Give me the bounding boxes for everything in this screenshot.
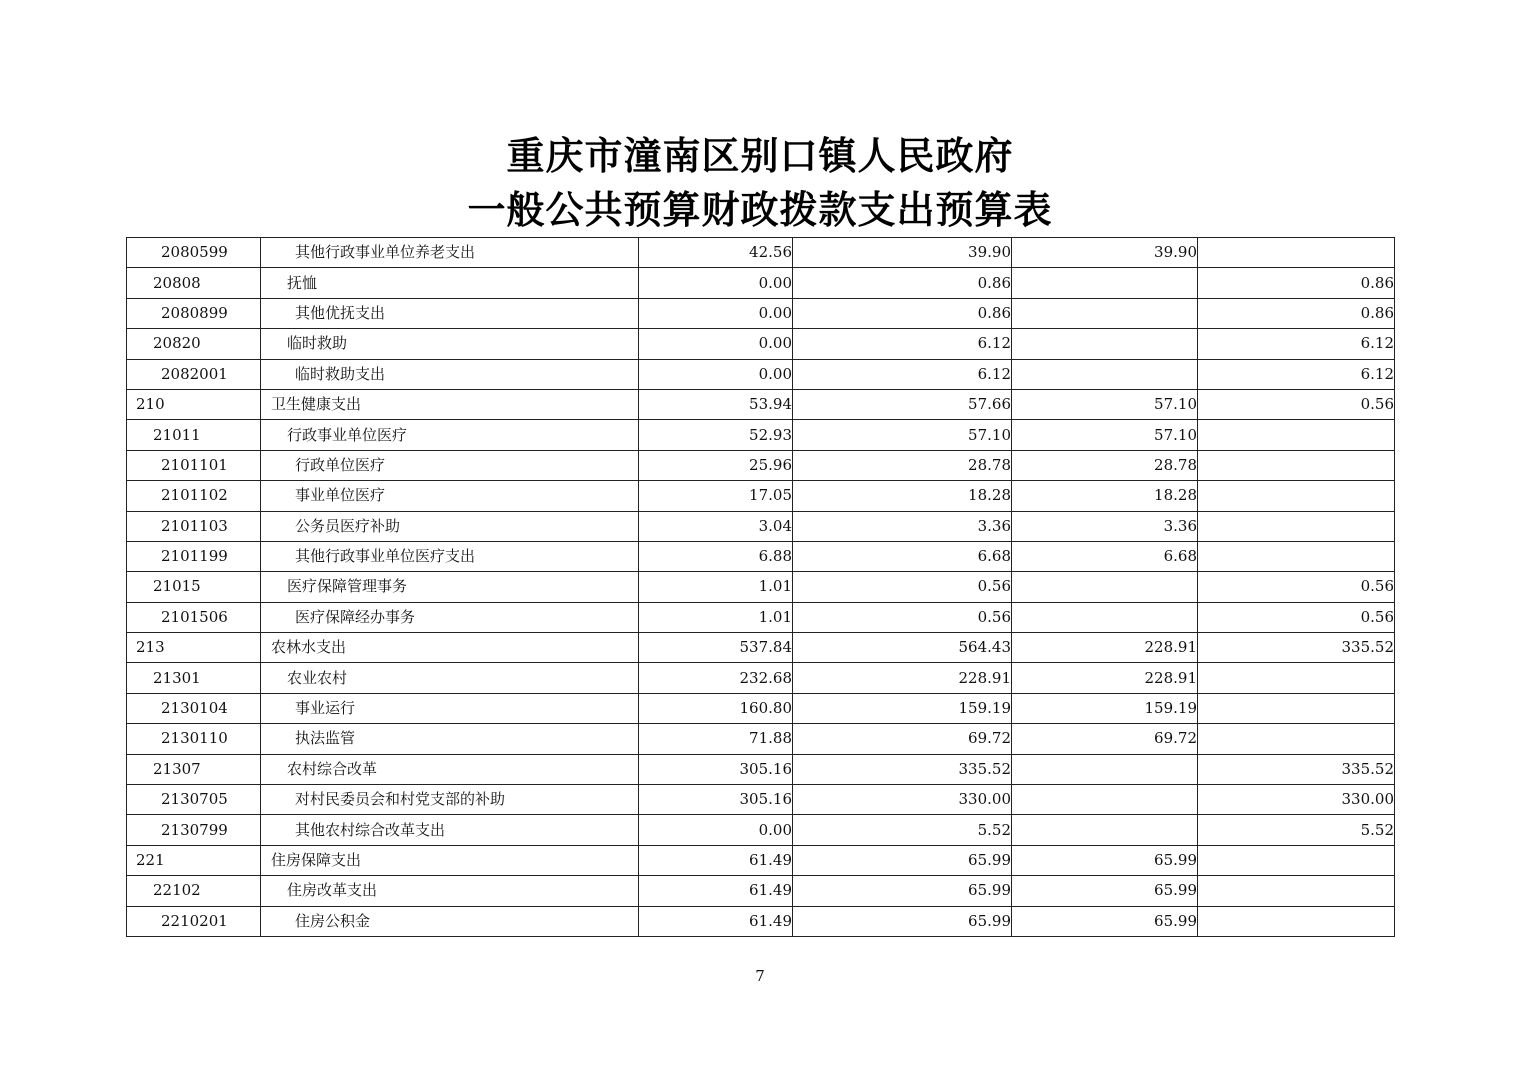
prior-year-amount-cell: 0.00 xyxy=(639,359,793,389)
basic-expenditure-cell xyxy=(1012,754,1198,784)
subject-name-cell: 住房公积金 xyxy=(261,906,639,936)
subject-code-cell: 2080599 xyxy=(127,238,261,268)
project-expenditure-cell xyxy=(1198,420,1395,450)
table-row xyxy=(127,876,1395,906)
table-row xyxy=(127,541,1395,571)
table-row xyxy=(127,785,1395,815)
subject-name-cell: 医疗保障管理事务 xyxy=(261,572,639,602)
subject-code-cell: 210 xyxy=(127,389,261,419)
subject-name-cell: 公务员医疗补助 xyxy=(261,511,639,541)
document-title-line-1: 重庆市潼南区别口镇人民政府 xyxy=(506,133,1014,178)
subject-code-cell: 21301 xyxy=(127,663,261,693)
basic-expenditure-cell xyxy=(1012,572,1198,602)
subject-name-cell: 农村综合改革 xyxy=(261,754,639,784)
subject-code-cell: 2130104 xyxy=(127,693,261,723)
project-expenditure-cell: 330.00 xyxy=(1198,785,1395,815)
total-amount-cell: 0.86 xyxy=(793,268,1012,298)
total-amount-cell: 28.78 xyxy=(793,450,1012,480)
project-expenditure-cell: 0.56 xyxy=(1198,389,1395,419)
subject-name-cell: 其他优抚支出 xyxy=(261,298,639,328)
project-expenditure-cell xyxy=(1198,724,1395,754)
prior-year-amount-cell: 0.00 xyxy=(639,298,793,328)
prior-year-amount-cell: 71.88 xyxy=(639,724,793,754)
prior-year-amount-cell: 1.01 xyxy=(639,572,793,602)
total-amount-cell: 0.56 xyxy=(793,602,1012,632)
subject-name-cell: 其他农村综合改革支出 xyxy=(261,815,639,845)
table-row xyxy=(127,693,1395,723)
basic-expenditure-cell xyxy=(1012,298,1198,328)
subject-name-cell: 其他行政事业单位医疗支出 xyxy=(261,541,639,571)
subject-code-cell: 2101103 xyxy=(127,511,261,541)
subject-name-cell: 事业运行 xyxy=(261,693,639,723)
table-row xyxy=(127,724,1395,754)
prior-year-amount-cell: 0.00 xyxy=(639,329,793,359)
basic-expenditure-cell: 159.19 xyxy=(1012,693,1198,723)
project-expenditure-cell: 5.52 xyxy=(1198,815,1395,845)
project-expenditure-cell: 0.56 xyxy=(1198,602,1395,632)
subject-code-cell: 21011 xyxy=(127,420,261,450)
table-row xyxy=(127,511,1395,541)
prior-year-amount-cell: 0.00 xyxy=(639,268,793,298)
subject-code-cell: 2101506 xyxy=(127,602,261,632)
prior-year-amount-cell: 17.05 xyxy=(639,481,793,511)
table-row xyxy=(127,633,1395,663)
basic-expenditure-cell: 228.91 xyxy=(1012,633,1198,663)
project-expenditure-cell xyxy=(1198,511,1395,541)
total-amount-cell: 228.91 xyxy=(793,663,1012,693)
table-row xyxy=(127,815,1395,845)
total-amount-cell: 65.99 xyxy=(793,845,1012,875)
subject-name-cell: 农林水支出 xyxy=(261,633,639,663)
project-expenditure-cell xyxy=(1198,693,1395,723)
basic-expenditure-cell: 57.10 xyxy=(1012,389,1198,419)
prior-year-amount-cell: 305.16 xyxy=(639,754,793,784)
project-expenditure-cell xyxy=(1198,450,1395,480)
prior-year-amount-cell: 1.01 xyxy=(639,602,793,632)
table-row xyxy=(127,238,1395,268)
basic-expenditure-cell: 65.99 xyxy=(1012,876,1198,906)
subject-name-cell: 行政事业单位医疗 xyxy=(261,420,639,450)
subject-code-cell: 21015 xyxy=(127,572,261,602)
subject-code-cell: 2082001 xyxy=(127,359,261,389)
basic-expenditure-cell: 65.99 xyxy=(1012,906,1198,936)
basic-expenditure-cell xyxy=(1012,359,1198,389)
prior-year-amount-cell: 53.94 xyxy=(639,389,793,419)
basic-expenditure-cell xyxy=(1012,602,1198,632)
total-amount-cell: 18.28 xyxy=(793,481,1012,511)
table-row xyxy=(127,359,1395,389)
subject-name-cell: 执法监管 xyxy=(261,724,639,754)
subject-code-cell: 20820 xyxy=(127,329,261,359)
table-row xyxy=(127,754,1395,784)
prior-year-amount-cell: 537.84 xyxy=(639,633,793,663)
total-amount-cell: 0.86 xyxy=(793,298,1012,328)
subject-name-cell: 住房保障支出 xyxy=(261,845,639,875)
prior-year-amount-cell: 61.49 xyxy=(639,845,793,875)
subject-name-cell: 住房改革支出 xyxy=(261,876,639,906)
subject-code-cell: 213 xyxy=(127,633,261,663)
subject-name-cell: 抚恤 xyxy=(261,268,639,298)
basic-expenditure-cell xyxy=(1012,815,1198,845)
project-expenditure-cell xyxy=(1198,876,1395,906)
project-expenditure-cell: 6.12 xyxy=(1198,359,1395,389)
project-expenditure-cell: 0.86 xyxy=(1198,298,1395,328)
table-row xyxy=(127,420,1395,450)
subject-code-cell: 2101101 xyxy=(127,450,261,480)
prior-year-amount-cell: 52.93 xyxy=(639,420,793,450)
table-row xyxy=(127,389,1395,419)
prior-year-amount-cell: 25.96 xyxy=(639,450,793,480)
basic-expenditure-cell: 228.91 xyxy=(1012,663,1198,693)
prior-year-amount-cell: 61.49 xyxy=(639,876,793,906)
project-expenditure-cell: 6.12 xyxy=(1198,329,1395,359)
table-row xyxy=(127,481,1395,511)
subject-name-cell: 临时救助 xyxy=(261,329,639,359)
subject-code-cell: 2101199 xyxy=(127,541,261,571)
project-expenditure-cell xyxy=(1198,663,1395,693)
total-amount-cell: 0.56 xyxy=(793,572,1012,602)
basic-expenditure-cell: 6.68 xyxy=(1012,541,1198,571)
budget-table-body xyxy=(127,238,1395,937)
subject-code-cell: 2080899 xyxy=(127,298,261,328)
prior-year-amount-cell: 160.80 xyxy=(639,693,793,723)
subject-code-cell: 21307 xyxy=(127,754,261,784)
page-number: 7 xyxy=(755,967,765,985)
table-row xyxy=(127,298,1395,328)
total-amount-cell: 3.36 xyxy=(793,511,1012,541)
subject-name-cell: 临时救助支出 xyxy=(261,359,639,389)
basic-expenditure-cell: 28.78 xyxy=(1012,450,1198,480)
subject-name-cell: 对村民委员会和村党支部的补助 xyxy=(261,785,639,815)
prior-year-amount-cell: 6.88 xyxy=(639,541,793,571)
basic-expenditure-cell: 65.99 xyxy=(1012,845,1198,875)
total-amount-cell: 330.00 xyxy=(793,785,1012,815)
table-row xyxy=(127,663,1395,693)
prior-year-amount-cell: 305.16 xyxy=(639,785,793,815)
table-row xyxy=(127,906,1395,936)
subject-name-cell: 其他行政事业单位养老支出 xyxy=(261,238,639,268)
total-amount-cell: 6.12 xyxy=(793,359,1012,389)
subject-name-cell: 行政单位医疗 xyxy=(261,450,639,480)
subject-name-cell: 卫生健康支出 xyxy=(261,389,639,419)
total-amount-cell: 5.52 xyxy=(793,815,1012,845)
document-title-line-2: 一般公共预算财政拨款支出预算表 xyxy=(467,187,1053,232)
subject-code-cell: 2210201 xyxy=(127,906,261,936)
subject-code-cell: 2130705 xyxy=(127,785,261,815)
project-expenditure-cell xyxy=(1198,238,1395,268)
total-amount-cell: 6.12 xyxy=(793,329,1012,359)
basic-expenditure-cell: 69.72 xyxy=(1012,724,1198,754)
total-amount-cell: 39.90 xyxy=(793,238,1012,268)
total-amount-cell: 6.68 xyxy=(793,541,1012,571)
basic-expenditure-cell xyxy=(1012,785,1198,815)
total-amount-cell: 69.72 xyxy=(793,724,1012,754)
total-amount-cell: 57.10 xyxy=(793,420,1012,450)
table-row xyxy=(127,450,1395,480)
total-amount-cell: 335.52 xyxy=(793,754,1012,784)
basic-expenditure-cell: 57.10 xyxy=(1012,420,1198,450)
total-amount-cell: 57.66 xyxy=(793,389,1012,419)
subject-code-cell: 221 xyxy=(127,845,261,875)
project-expenditure-cell: 0.86 xyxy=(1198,268,1395,298)
project-expenditure-cell xyxy=(1198,845,1395,875)
subject-code-cell: 22102 xyxy=(127,876,261,906)
project-expenditure-cell xyxy=(1198,906,1395,936)
basic-expenditure-cell: 3.36 xyxy=(1012,511,1198,541)
project-expenditure-cell xyxy=(1198,481,1395,511)
prior-year-amount-cell: 42.56 xyxy=(639,238,793,268)
basic-expenditure-cell xyxy=(1012,329,1198,359)
subject-code-cell: 20808 xyxy=(127,268,261,298)
subject-code-cell: 2130110 xyxy=(127,724,261,754)
prior-year-amount-cell: 61.49 xyxy=(639,906,793,936)
basic-expenditure-cell xyxy=(1012,268,1198,298)
subject-code-cell: 2130799 xyxy=(127,815,261,845)
subject-name-cell: 医疗保障经办事务 xyxy=(261,602,639,632)
project-expenditure-cell xyxy=(1198,541,1395,571)
prior-year-amount-cell: 3.04 xyxy=(639,511,793,541)
table-row xyxy=(127,845,1395,875)
table-row xyxy=(127,602,1395,632)
project-expenditure-cell: 335.52 xyxy=(1198,633,1395,663)
subject-name-cell: 农业农村 xyxy=(261,663,639,693)
table-row xyxy=(127,268,1395,298)
total-amount-cell: 65.99 xyxy=(793,876,1012,906)
prior-year-amount-cell: 232.68 xyxy=(639,663,793,693)
total-amount-cell: 564.43 xyxy=(793,633,1012,663)
project-expenditure-cell: 0.56 xyxy=(1198,572,1395,602)
table-row xyxy=(127,572,1395,602)
total-amount-cell: 159.19 xyxy=(793,693,1012,723)
total-amount-cell: 65.99 xyxy=(793,906,1012,936)
basic-expenditure-cell: 39.90 xyxy=(1012,238,1198,268)
budget-table xyxy=(126,237,1395,937)
basic-expenditure-cell: 18.28 xyxy=(1012,481,1198,511)
table-row xyxy=(127,329,1395,359)
subject-code-cell: 2101102 xyxy=(127,481,261,511)
subject-name-cell: 事业单位医疗 xyxy=(261,481,639,511)
project-expenditure-cell: 335.52 xyxy=(1198,754,1395,784)
prior-year-amount-cell: 0.00 xyxy=(639,815,793,845)
